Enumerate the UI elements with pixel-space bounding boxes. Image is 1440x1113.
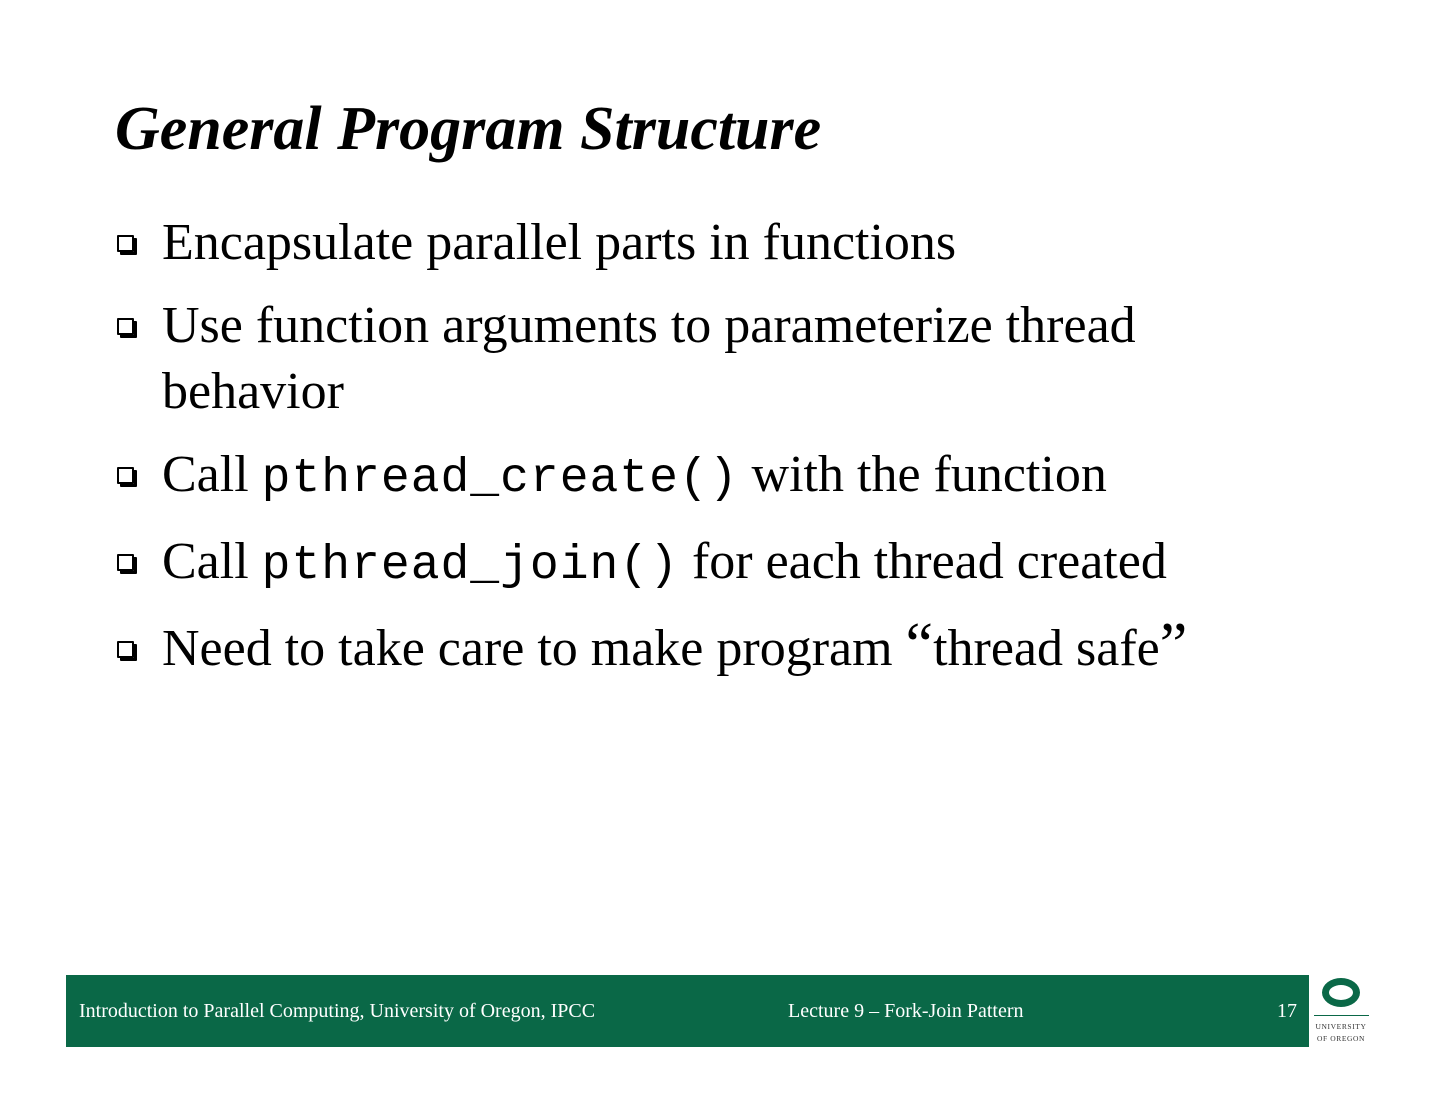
university-of-oregon-logo [1312, 978, 1374, 1048]
bullet-item [115, 611, 1402, 682]
square-bullet-icon [117, 318, 134, 335]
bullet-text: Need to take care to make program [162, 620, 906, 677]
close-quote: ” [1159, 611, 1188, 679]
square-bullet-icon [117, 554, 134, 571]
bullet-item [115, 210, 1402, 276]
bullet-text-continuation: behavior [162, 363, 344, 420]
page-number: 17 [1277, 1000, 1297, 1022]
slide-title: General Program Structure [115, 95, 822, 163]
logo-divider [1314, 1015, 1369, 1016]
open-quote: “ [905, 611, 934, 679]
logo-text-university: UNIVERSITY [1315, 1022, 1367, 1031]
o-logo-icon [1322, 978, 1360, 1007]
quoted-text: thread safe [933, 620, 1160, 677]
bullet-list [115, 210, 1402, 699]
square-bullet-icon [117, 467, 134, 484]
bullet-text: Call [162, 446, 262, 503]
bullet-text: with the function [738, 446, 1107, 503]
bullet-item [115, 293, 1402, 425]
bullet-text: Use function arguments to parameterize thread [162, 297, 1136, 354]
bullet-text: for each thread created [678, 533, 1167, 590]
code-pthread-join: pthread_join() [261, 539, 679, 593]
footer-lecture: Lecture 9 – Fork-Join Pattern [788, 1000, 1024, 1022]
footer-course: Introduction to Parallel Computing, University of Oregon, IPCC [79, 1000, 596, 1022]
footer-bar [66, 975, 1309, 1047]
bullet-item [115, 529, 1402, 599]
bullet-text: Encapsulate parallel parts in functions [162, 214, 957, 271]
square-bullet-icon [117, 235, 134, 252]
bullet-text: Call [162, 533, 262, 590]
logo-text-of-oregon: OF OREGON [1316, 1034, 1366, 1043]
square-bullet-icon [117, 641, 134, 658]
bullet-item [115, 442, 1402, 512]
code-pthread-create: pthread_create() [261, 452, 739, 506]
